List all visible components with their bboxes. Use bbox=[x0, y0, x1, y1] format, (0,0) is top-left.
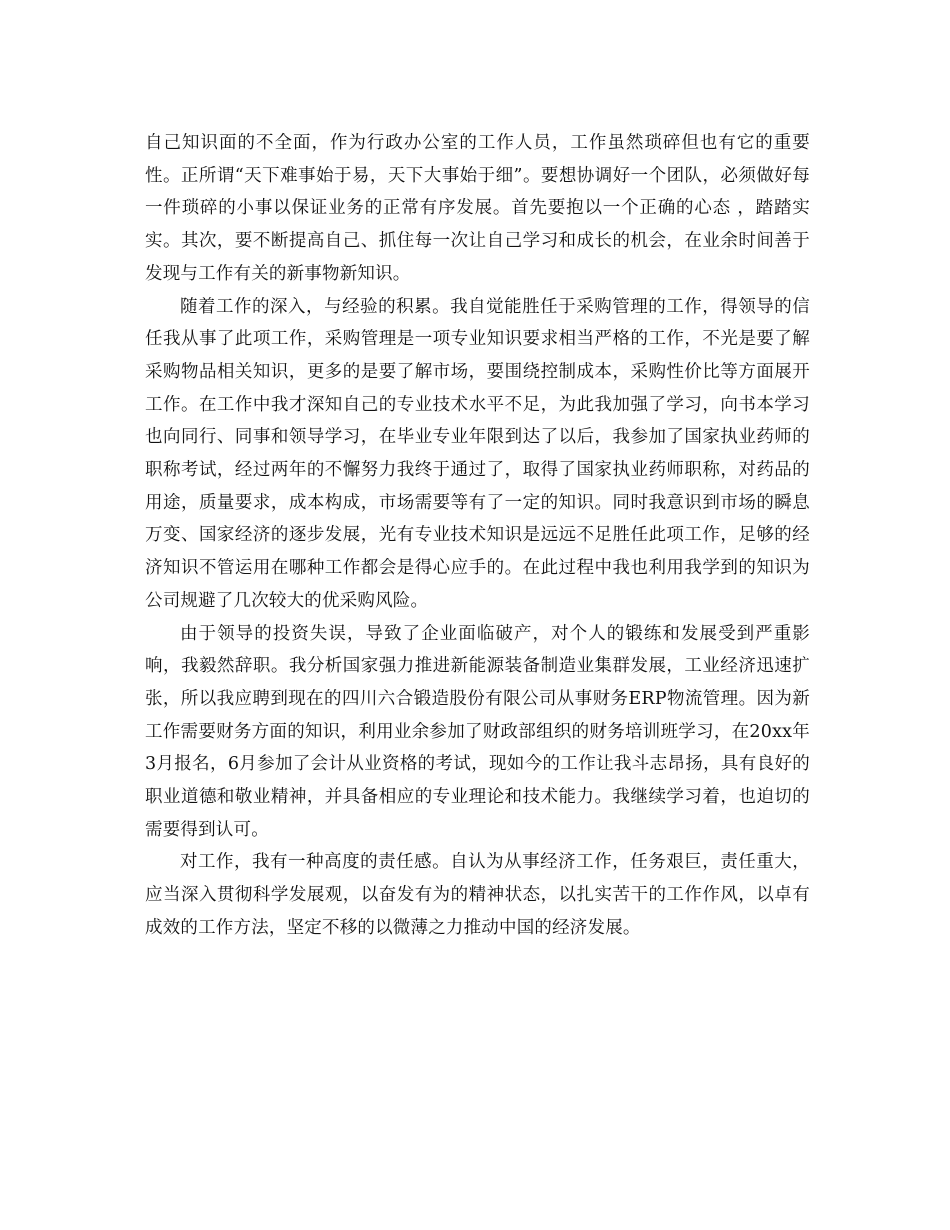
paragraph-4: 对工作，我有一种高度的责任感。自认为从事经济工作，任务艰巨，责任重大，应当深入贯彻科学发展观，以奋发有为的精神状态，以扎实苦干的工作作风，以卓有成效的工作方法，坚定不移的以微薄之力推动中国的经济发展。 bbox=[145, 852, 810, 938]
document-body bbox=[145, 127, 810, 945]
paragraph-1: 自己知识面的不全面，作为行政办公室的工作人员，工作虽然琐碎但也有它的重要性。正所谓“天下难事始于易，天下大事始于细”。要想协调好一个团队，必须做好每一件琐碎的小事以保证业务的正常有序发展。首先要抱以一个正确的心态 ，踏踏实实。其次，要不断提高自己、抓住每一次让自己学习和成长的机会，在业余时间善于发现与工作有关的新事物新知识。 bbox=[145, 133, 810, 284]
paragraph-2: 随着工作的深入，与经验的积累。我自觉能胜任于采购管理的工作，得领导的信任我从事了此项工作，采购管理是一项专业知识要求相当严格的工作，不光是要了解采购物品相关知识，更多的是要了解市场，要围绕控制成本，采购性价比等方面展开工作。在工作中我才深知自己的专业技术水平不足，为此我加强了学习，向书本学习也向同行、同事和领导学习，在毕业专业年限到达了以后，我参加了国家执业药师的职称考试，经过两年的不懈努力我终于通过了，取得了国家执业药师职称，对药品的用途，质量要求，成本构成，市场需要等有了一定的知识。同时我意识到市场的瞬息万变、国家经济的逐步发展，光有专业技术知识是远远不足胜任此项工作，足够的经济知识不管运用在哪种工作都会是得心应手的。在此过程中我也利用我学到的知识为公司规避了几次较大的优采购风险。 bbox=[145, 296, 810, 611]
paragraph-3: 由于领导的投资失误，导致了企业面临破产，对个人的锻练和发展受到严重影响，我毅然辞职。我分析国家强力推进新能源装备制造业集群发展，工业经济迅速扩张，所以我应聘到现在的四川六合锻造股份有限公司从事财务ERP物流管理。因为新工作需要财务方面的知识，利用业余参加了财政部组织的财务培训班学习，在20xx年3月报名，6月参加了会计从业资格的考试，现如今的工作让我斗志昂扬，具有良好的职业道德和敬业精神，并具备相应的专业理论和技术能力。我继续学习着，也迫切的需要得到认可。 bbox=[145, 623, 810, 840]
